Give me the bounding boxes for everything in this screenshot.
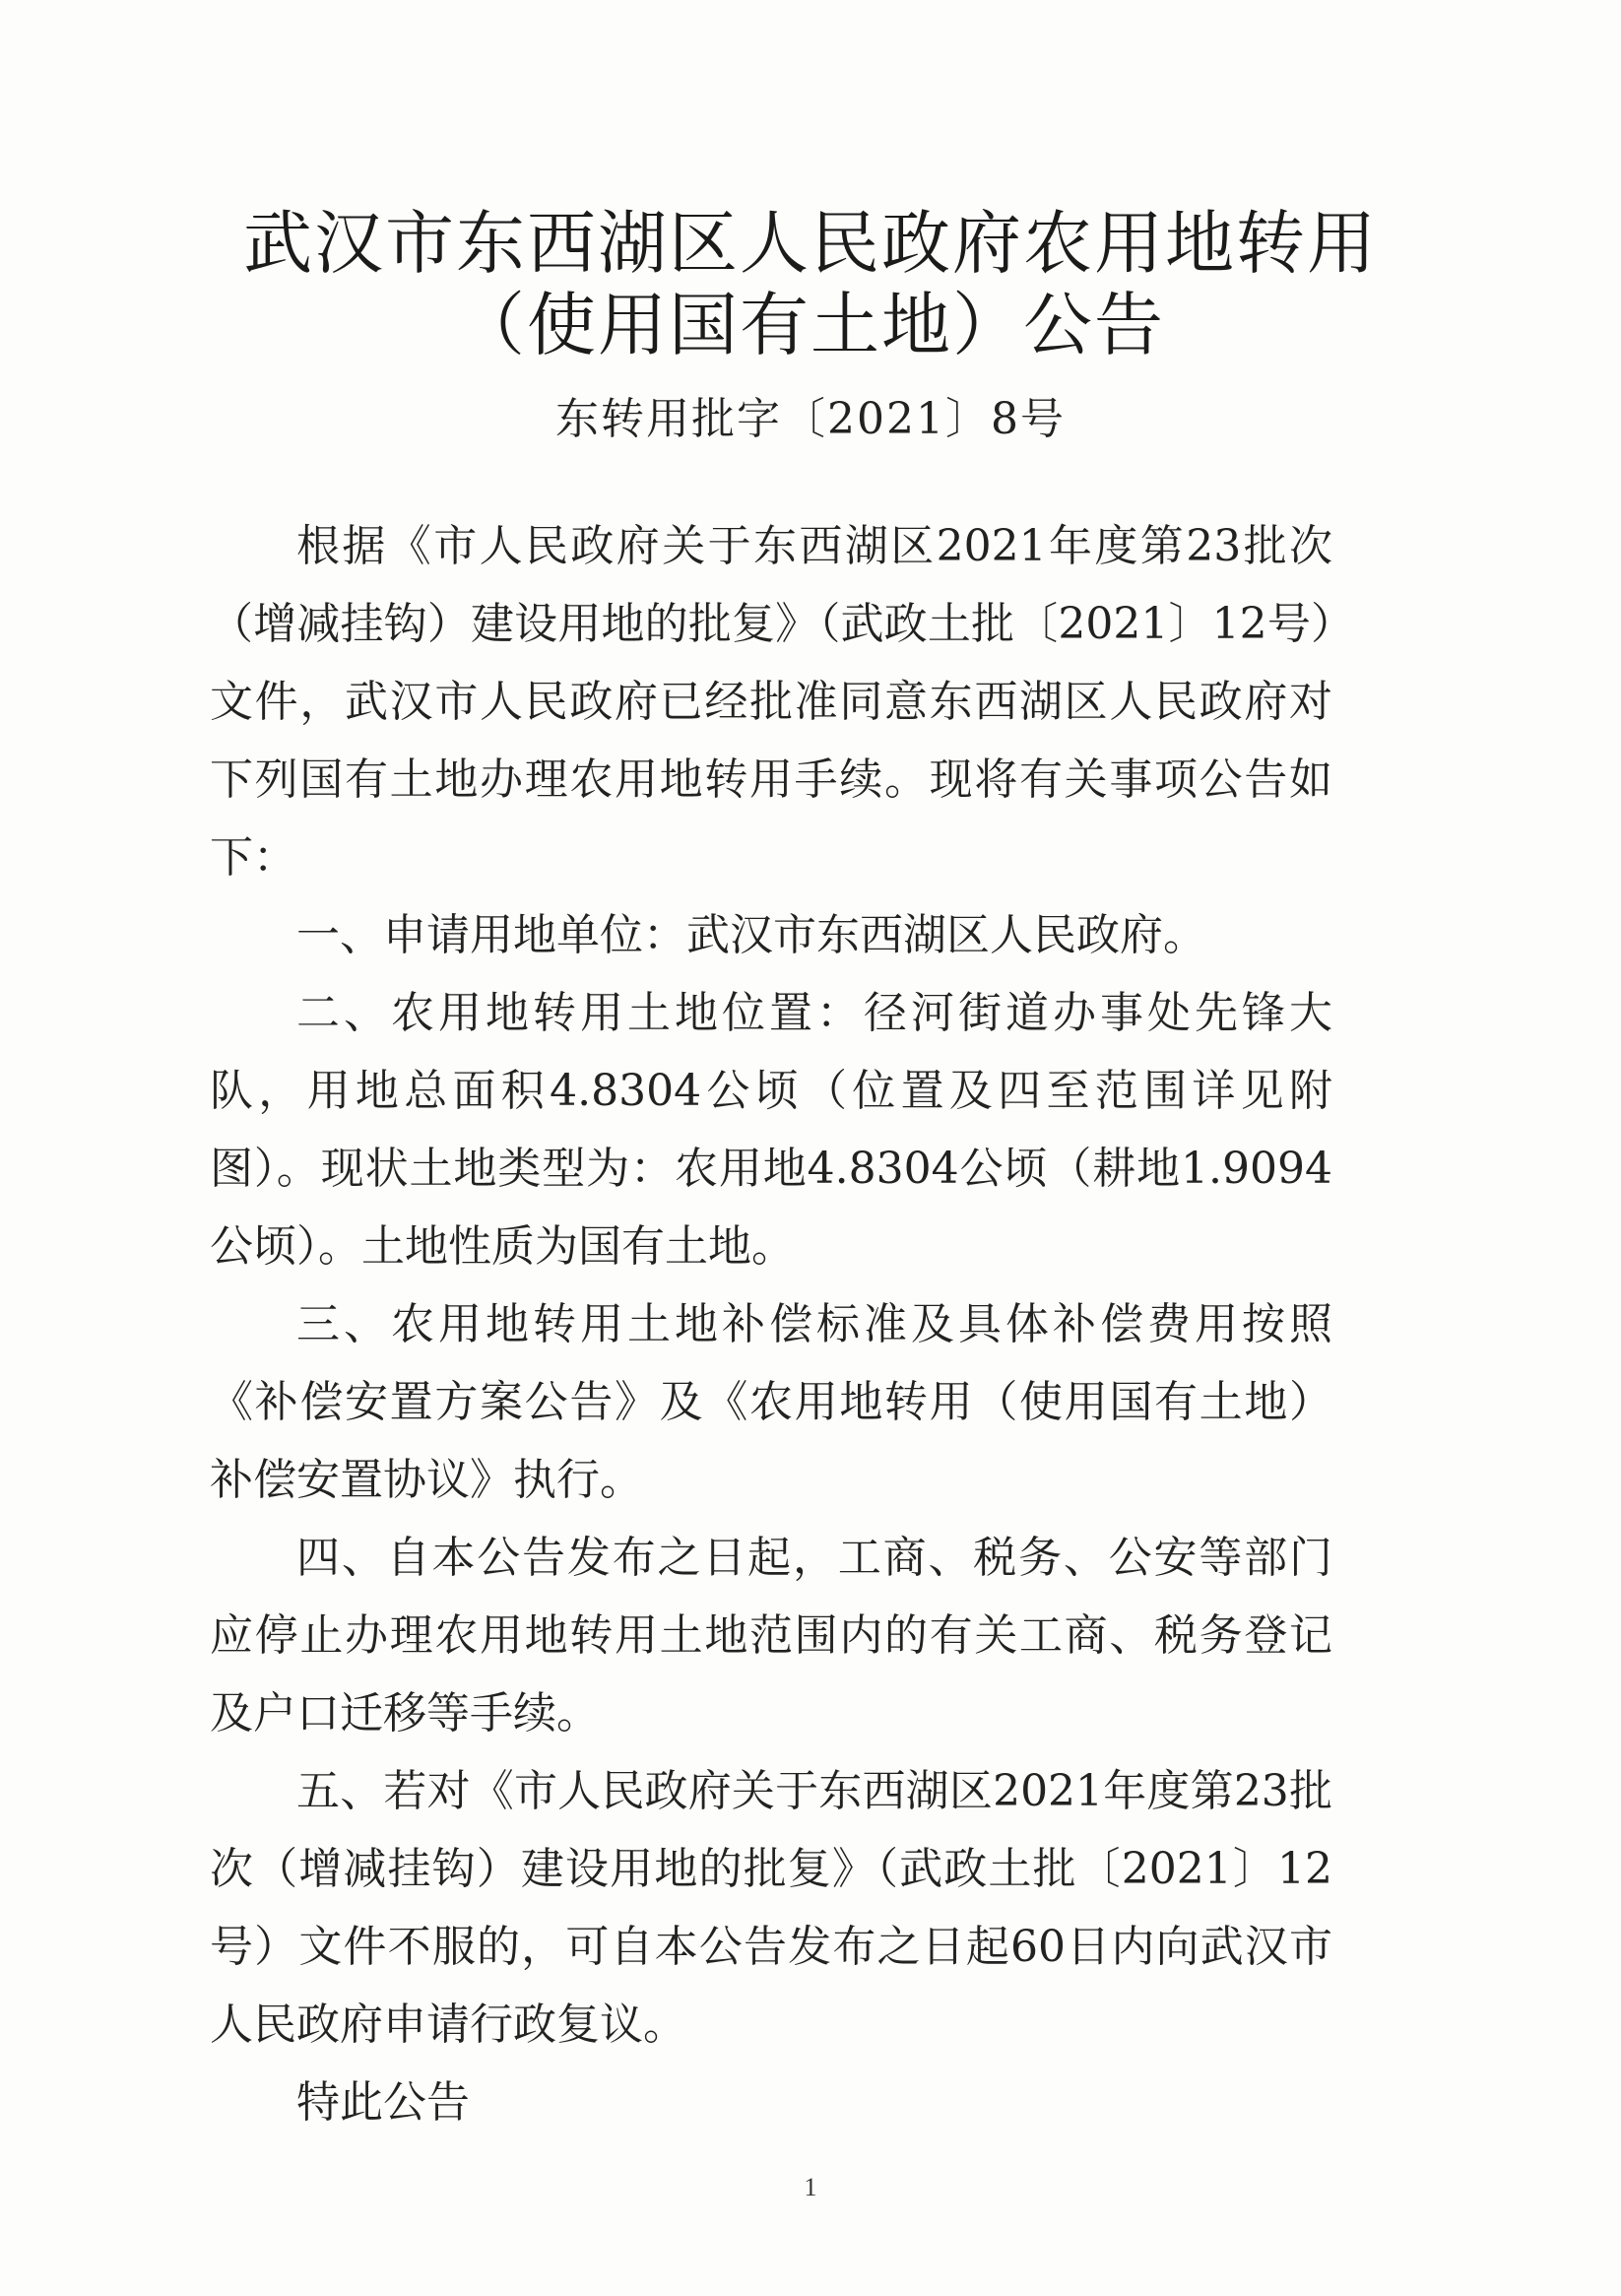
document-title-line-1: 武汉市东西湖区人民政府农用地转用 (243, 203, 1378, 284)
paragraph-item-4: 四、自本公告发布之日起，工商、税务、公安等部门应停止办理农用地转用土地范围内的有关工商、税务登记及户口迁移等手续。 (210, 1533, 1332, 1738)
paragraph-item-1: 一、申请用地单位：武汉市东西湖区人民政府。 (296, 910, 1206, 960)
document-title-line-2: （使用国有土地）公告 (456, 285, 1165, 365)
paragraph-item-2: 二、农用地转用土地位置：径河街道办事处先锋大队，用地总面积4.8304公顷（位置及四至范围详见附图）。现状土地类型为：农用地4.8304公顷（耕地1.9094公顷）。土地性质为国有土地。 (210, 988, 1332, 1272)
document-number: 东转用批字〔2021〕8号 (555, 394, 1066, 444)
document-body (210, 507, 1332, 2141)
paragraph-item-5: 五、若对《市人民政府关于东西湖区2021年度第23批次（增减挂钩）建设用地的批复》（武政土批〔2021〕12号）文件不服的，可自本公告发布之日起60日内向武汉市人民政府申请行政复议。 (210, 1766, 1332, 2050)
paragraph-intro: 根据《市人民政府关于东西湖区2021年度第23批次（增减挂钩）建设用地的批复》（武政土批〔2021〕12号）文件，武汉市人民政府已经批准同意东西湖区人民政府对下列国有土地办理农用地转用手续。现将有关事项公告如下： (210, 521, 1332, 883)
paragraph-closing: 特此公告 (296, 2077, 470, 2128)
page-number: 1 (804, 2173, 817, 2201)
paragraph-item-3: 三、农用地转用土地补偿标准及具体补偿费用按照《补偿安置方案公告》及《农用地转用（使用国有土地）补偿安置协议》执行。 (210, 1299, 1332, 1505)
